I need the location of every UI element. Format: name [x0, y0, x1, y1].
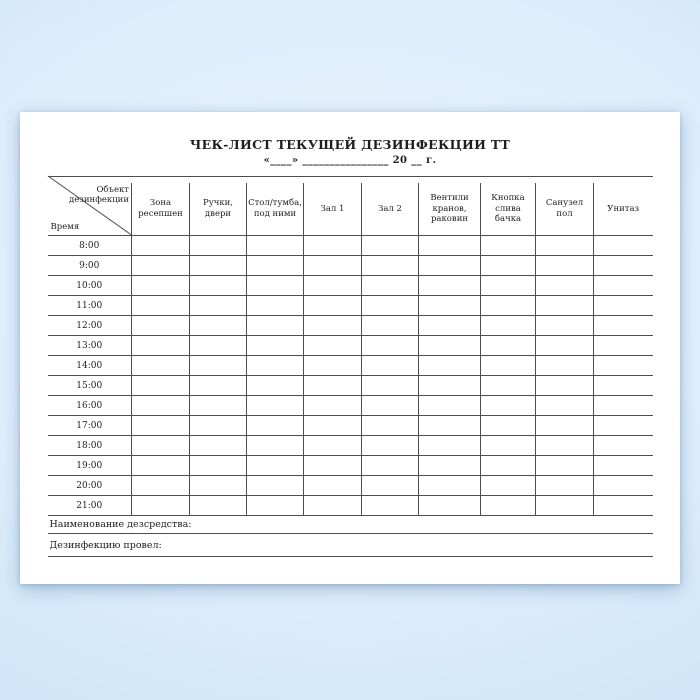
entry-cell	[362, 436, 419, 456]
entry-cell	[132, 436, 190, 456]
entry-cell	[419, 296, 481, 316]
entry-cell	[132, 296, 190, 316]
entry-cell	[536, 236, 594, 256]
entry-cell	[362, 456, 419, 476]
time-cell: 18:00	[48, 436, 132, 456]
entry-cell	[594, 416, 653, 436]
entry-cell	[594, 496, 653, 516]
entry-cell	[536, 376, 594, 396]
entry-cell	[247, 336, 304, 356]
entry-cell	[132, 316, 190, 336]
entry-cell	[304, 356, 362, 376]
entry-cell	[304, 236, 362, 256]
entry-cell	[304, 276, 362, 296]
entry-cell	[190, 496, 247, 516]
entry-cell	[132, 276, 190, 296]
column-header: Унитаз	[594, 183, 653, 236]
table-row	[48, 476, 653, 496]
entry-cell	[419, 436, 481, 456]
entry-cell	[594, 396, 653, 416]
entry-cell	[362, 496, 419, 516]
entry-cell	[481, 436, 536, 456]
document-page	[20, 112, 680, 584]
entry-cell	[247, 276, 304, 296]
entry-cell	[481, 276, 536, 296]
table-row	[48, 296, 653, 316]
entry-cell	[304, 376, 362, 396]
entry-cell	[132, 356, 190, 376]
entry-cell	[247, 496, 304, 516]
entry-cell	[247, 316, 304, 336]
entry-cell	[536, 316, 594, 336]
table-row	[48, 416, 653, 436]
entry-cell	[481, 396, 536, 416]
time-cell: 12:00	[48, 316, 132, 336]
entry-cell	[190, 276, 247, 296]
entry-cell	[190, 236, 247, 256]
entry-cell	[132, 336, 190, 356]
footer-line-performer: Дезинфекцию провел:	[48, 534, 653, 557]
time-cell: 8:00	[48, 236, 132, 256]
corner-time-label: Время	[50, 222, 80, 233]
entry-cell	[419, 316, 481, 336]
time-cell: 19:00	[48, 456, 132, 476]
column-header: Зал 1	[304, 183, 362, 236]
column-header: Кнопка слива бачка	[481, 183, 536, 236]
entry-cell	[247, 256, 304, 276]
entry-cell	[481, 496, 536, 516]
corner-cell	[48, 183, 132, 236]
table-row	[48, 376, 653, 396]
entry-cell	[132, 236, 190, 256]
entry-cell	[132, 396, 190, 416]
entry-cell	[247, 456, 304, 476]
entry-cell	[594, 356, 653, 376]
entry-cell	[304, 496, 362, 516]
entry-cell	[362, 296, 419, 316]
entry-cell	[132, 496, 190, 516]
entry-cell	[594, 456, 653, 476]
entry-cell	[247, 236, 304, 256]
time-cell: 16:00	[48, 396, 132, 416]
entry-cell	[536, 436, 594, 456]
entry-cell	[304, 436, 362, 456]
entry-cell	[419, 376, 481, 396]
entry-cell	[536, 496, 594, 516]
entry-cell	[481, 256, 536, 276]
entry-cell	[481, 376, 536, 396]
entry-cell	[362, 336, 419, 356]
column-header: Зал 2	[362, 183, 419, 236]
entry-cell	[304, 476, 362, 496]
entry-cell	[247, 376, 304, 396]
entry-cell	[132, 256, 190, 276]
entry-cell	[247, 416, 304, 436]
entry-cell	[536, 296, 594, 316]
entry-cell	[132, 416, 190, 436]
entry-cell	[247, 476, 304, 496]
entry-cell	[304, 316, 362, 336]
table-top-rule	[48, 176, 653, 177]
entry-cell	[481, 476, 536, 496]
entry-cell	[594, 316, 653, 336]
corner-object-label: Объект дезинфекции	[68, 185, 129, 206]
entry-cell	[362, 356, 419, 376]
entry-cell	[536, 276, 594, 296]
time-cell: 14:00	[48, 356, 132, 376]
entry-cell	[419, 236, 481, 256]
entry-cell	[190, 296, 247, 316]
entry-cell	[594, 256, 653, 276]
entry-cell	[247, 436, 304, 456]
entry-cell	[594, 436, 653, 456]
entry-cell	[190, 456, 247, 476]
table-header-row	[48, 183, 653, 236]
entry-cell	[247, 396, 304, 416]
entry-cell	[594, 276, 653, 296]
entry-cell	[190, 316, 247, 336]
entry-cell	[594, 376, 653, 396]
table-row	[48, 396, 653, 416]
time-cell: 21:00	[48, 496, 132, 516]
table-row	[48, 276, 653, 296]
time-cell: 20:00	[48, 476, 132, 496]
disinfection-table	[48, 183, 653, 516]
time-cell: 17:00	[48, 416, 132, 436]
entry-cell	[594, 296, 653, 316]
entry-cell	[419, 496, 481, 516]
footer-line-disinfectant: Наименование дезсредства:	[48, 516, 653, 534]
entry-cell	[362, 396, 419, 416]
entry-cell	[481, 236, 536, 256]
entry-cell	[247, 356, 304, 376]
entry-cell	[481, 416, 536, 436]
column-header: Санузел пол	[536, 183, 594, 236]
column-header: Стол/тумба, под ними	[247, 183, 304, 236]
table-row	[48, 236, 653, 256]
entry-cell	[536, 356, 594, 376]
entry-cell	[419, 356, 481, 376]
entry-cell	[362, 376, 419, 396]
entry-cell	[419, 396, 481, 416]
entry-cell	[481, 316, 536, 336]
entry-cell	[594, 336, 653, 356]
entry-cell	[304, 336, 362, 356]
entry-cell	[304, 296, 362, 316]
entry-cell	[419, 416, 481, 436]
entry-cell	[481, 356, 536, 376]
time-cell: 10:00	[48, 276, 132, 296]
table-row	[48, 456, 653, 476]
entry-cell	[536, 456, 594, 476]
entry-cell	[362, 236, 419, 256]
entry-cell	[536, 476, 594, 496]
column-header: Вентили кранов, раковин	[419, 183, 481, 236]
entry-cell	[190, 376, 247, 396]
entry-cell	[419, 476, 481, 496]
entry-cell	[304, 396, 362, 416]
table-row	[48, 356, 653, 376]
entry-cell	[362, 416, 419, 436]
entry-cell	[481, 336, 536, 356]
entry-cell	[362, 256, 419, 276]
time-cell: 15:00	[48, 376, 132, 396]
column-header: Зона ресепшен	[132, 183, 190, 236]
time-cell: 13:00	[48, 336, 132, 356]
entry-cell	[419, 276, 481, 296]
table-row	[48, 256, 653, 276]
entry-cell	[536, 336, 594, 356]
entry-cell	[362, 476, 419, 496]
entry-cell	[536, 256, 594, 276]
entry-cell	[190, 396, 247, 416]
entry-cell	[481, 296, 536, 316]
entry-cell	[419, 256, 481, 276]
entry-cell	[190, 356, 247, 376]
table-row	[48, 316, 653, 336]
document-title: ЧЕК-ЛИСТ ТЕКУЩЕЙ ДЕЗИНФЕКЦИИ ТТ	[189, 137, 511, 152]
entry-cell	[419, 456, 481, 476]
entry-cell	[132, 376, 190, 396]
entry-cell	[190, 336, 247, 356]
entry-cell	[304, 416, 362, 436]
entry-cell	[594, 476, 653, 496]
entry-cell	[362, 316, 419, 336]
table-row	[48, 436, 653, 456]
entry-cell	[190, 436, 247, 456]
table-row	[48, 496, 653, 516]
entry-cell	[190, 256, 247, 276]
column-header: Ручки, двери	[190, 183, 247, 236]
time-cell: 9:00	[48, 256, 132, 276]
entry-cell	[132, 476, 190, 496]
entry-cell	[304, 256, 362, 276]
entry-cell	[190, 476, 247, 496]
entry-cell	[247, 296, 304, 316]
table-row	[48, 336, 653, 356]
entry-cell	[419, 336, 481, 356]
date-line: «____» ________________ 20 __ г.	[263, 155, 437, 166]
entry-cell	[481, 456, 536, 476]
entry-cell	[536, 396, 594, 416]
entry-cell	[304, 456, 362, 476]
entry-cell	[362, 276, 419, 296]
entry-cell	[190, 416, 247, 436]
entry-cell	[536, 416, 594, 436]
entry-cell	[594, 236, 653, 256]
entry-cell	[132, 456, 190, 476]
time-cell: 11:00	[48, 296, 132, 316]
